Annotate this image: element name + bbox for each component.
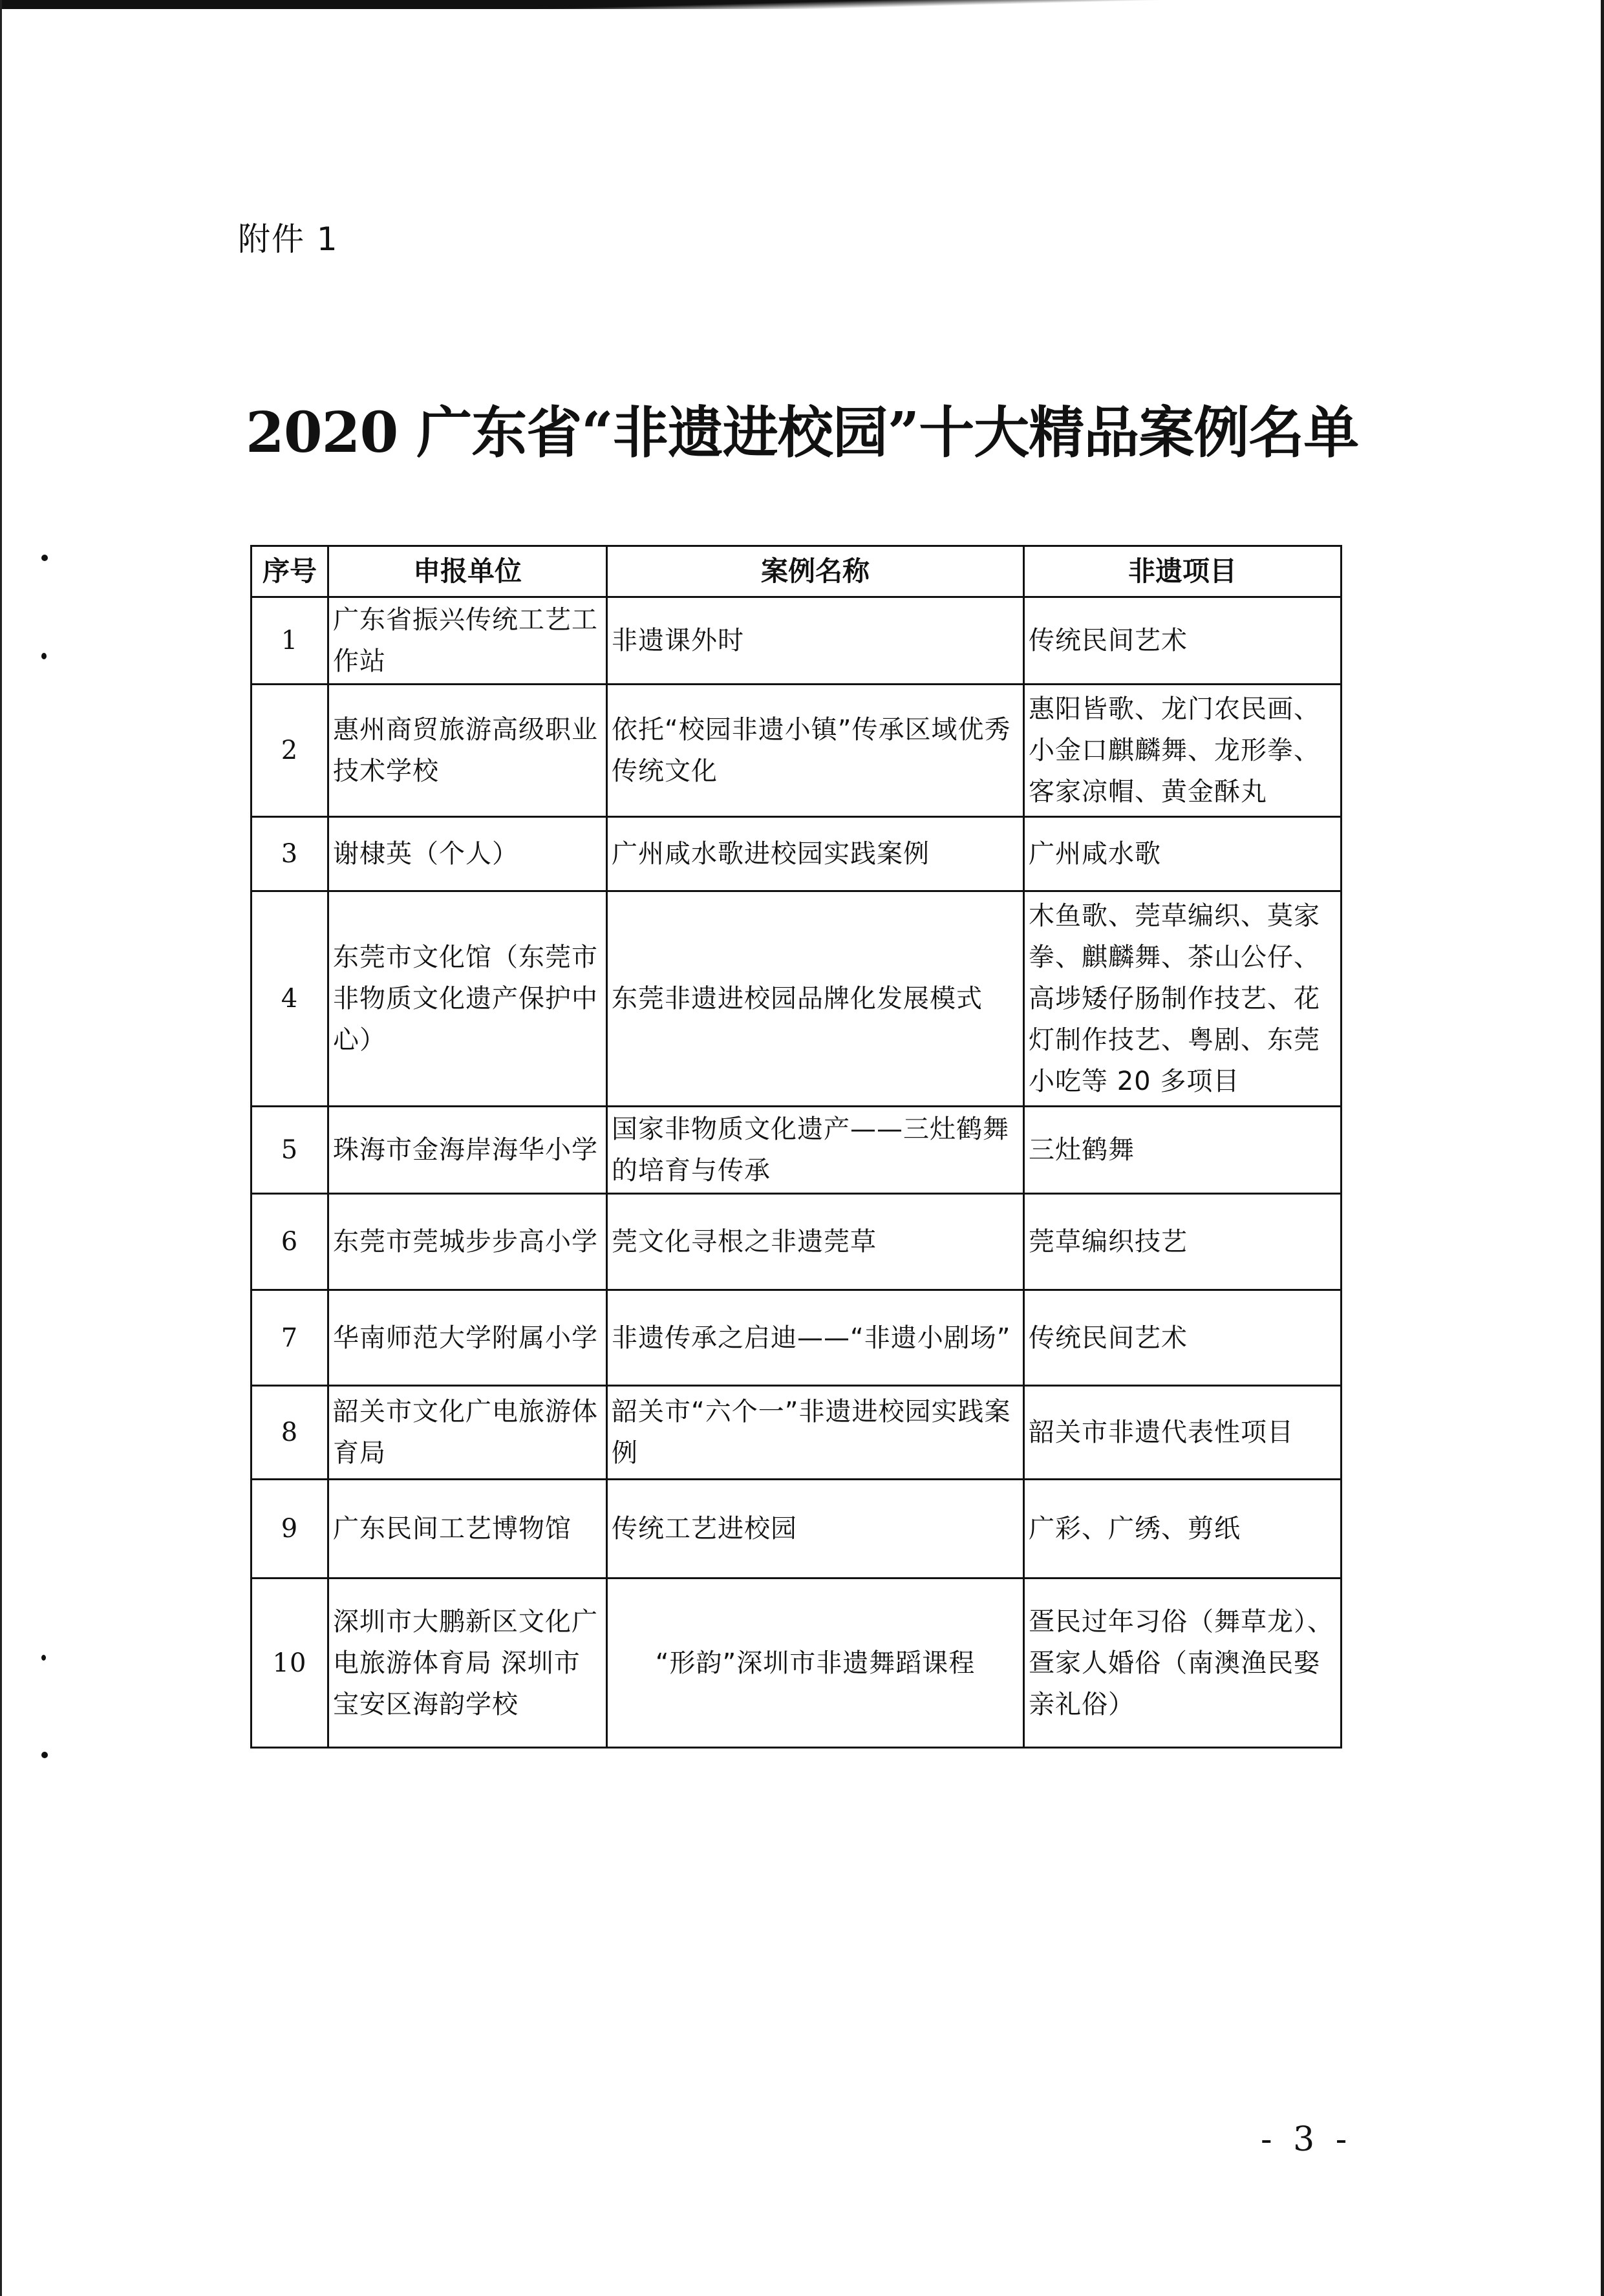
- row-unit: 东莞市莞城步步高小学: [328, 1194, 607, 1290]
- table-row: [251, 1107, 1342, 1194]
- row-unit: 韶关市文化广电旅游体育局: [328, 1386, 607, 1480]
- row-heritage-item: 韶关市非遗代表性项目: [1024, 1386, 1342, 1480]
- document-title: 2020 广东省“非遗进校园”十大精品案例名单: [246, 400, 1359, 465]
- row-unit: 珠海市金海岸海华小学: [328, 1107, 607, 1194]
- binding-hole-mark: [41, 653, 47, 659]
- row-case-name: 国家非物质文化遗产——三灶鹤舞的培育与传承: [607, 1107, 1024, 1194]
- row-number: 7: [251, 1290, 328, 1386]
- row-number: 2: [251, 685, 328, 817]
- table-header-row: [251, 546, 1342, 597]
- page-number: - 3 -: [1261, 2120, 1353, 2159]
- row-case-name: 非遗课外时: [607, 597, 1024, 685]
- row-heritage-item: 惠阳皆歌、龙门农民画、小金口麒麟舞、龙形拳、客家凉帽、黄金酥丸: [1024, 685, 1342, 817]
- row-number: 6: [251, 1194, 328, 1290]
- table-row: [251, 1290, 1342, 1386]
- table-row: [251, 817, 1342, 891]
- row-unit: 谢棣英（个人）: [328, 817, 607, 891]
- row-unit: 深圳市大鹏新区文化广电旅游体育局 深圳市宝安区海韵学校: [328, 1578, 607, 1748]
- header-case-name: 案例名称: [607, 546, 1024, 597]
- attachment-label: 附件 1: [238, 220, 339, 258]
- case-list-table: [250, 545, 1342, 1749]
- binding-hole-mark: [41, 1655, 46, 1661]
- row-case-name: 东莞非遗进校园品牌化发展模式: [607, 891, 1024, 1107]
- row-heritage-item: 三灶鹤舞: [1024, 1107, 1342, 1194]
- row-unit: 广东省振兴传统工艺工作站: [328, 597, 607, 685]
- table-row: [251, 597, 1342, 685]
- row-unit: 东莞市文化馆（东莞市非物质文化遗产保护中心）: [328, 891, 607, 1107]
- table-row: [251, 1578, 1342, 1748]
- row-heritage-item: 疍民过年习俗（舞草龙）、疍家人婚俗（南澳渔民娶亲礼俗）: [1024, 1578, 1342, 1748]
- table-row: [251, 1386, 1342, 1480]
- row-case-name: 传统工艺进校园: [607, 1480, 1024, 1578]
- row-number: 4: [251, 891, 328, 1107]
- row-heritage-item: 广州咸水歌: [1024, 817, 1342, 891]
- row-heritage-item: 莞草编织技艺: [1024, 1194, 1342, 1290]
- row-number: 9: [251, 1480, 328, 1578]
- header-number: 序号: [251, 546, 328, 597]
- row-unit: 广东民间工艺博物馆: [328, 1480, 607, 1578]
- row-number: 8: [251, 1386, 328, 1480]
- scan-edge-top: [0, 0, 1604, 9]
- row-heritage-item: 广彩、广绣、剪纸: [1024, 1480, 1342, 1578]
- row-unit: 惠州商贸旅游高级职业技术学校: [328, 685, 607, 817]
- row-heritage-item: 传统民间艺术: [1024, 597, 1342, 685]
- header-unit: 申报单位: [328, 546, 607, 597]
- row-heritage-item: 传统民间艺术: [1024, 1290, 1342, 1386]
- row-case-name: 依托“校园非遗小镇”传承区域优秀传统文化: [607, 685, 1024, 817]
- row-case-name: 韶关市“六个一”非遗进校园实践案例: [607, 1386, 1024, 1480]
- binding-hole-mark: [41, 1752, 48, 1758]
- table-row: [251, 685, 1342, 817]
- scan-edge-right: [1601, 0, 1604, 2296]
- table-row: [251, 1194, 1342, 1290]
- table-row: [251, 891, 1342, 1107]
- row-number: 5: [251, 1107, 328, 1194]
- row-case-name: 莞文化寻根之非遗莞草: [607, 1194, 1024, 1290]
- row-case-name: 广州咸水歌进校园实践案例: [607, 817, 1024, 891]
- header-heritage-item: 非遗项目: [1024, 546, 1342, 597]
- row-number: 1: [251, 597, 328, 685]
- row-heritage-item: 木鱼歌、莞草编织、莫家拳、麒麟舞、茶山公仔、高埗矮仔肠制作技艺、花灯制作技艺、粤剧、东莞小吃等 20 多项目: [1024, 891, 1342, 1107]
- row-number: 10: [251, 1578, 328, 1748]
- row-case-name: “形韵”深圳市非遗舞蹈课程: [607, 1578, 1024, 1748]
- row-unit: 华南师范大学附属小学: [328, 1290, 607, 1386]
- table-row: [251, 1480, 1342, 1578]
- scan-edge-left: [0, 0, 2, 2296]
- binding-hole-mark: [41, 555, 48, 561]
- row-number: 3: [251, 817, 328, 891]
- row-case-name: 非遗传承之启迪——“非遗小剧场”: [607, 1290, 1024, 1386]
